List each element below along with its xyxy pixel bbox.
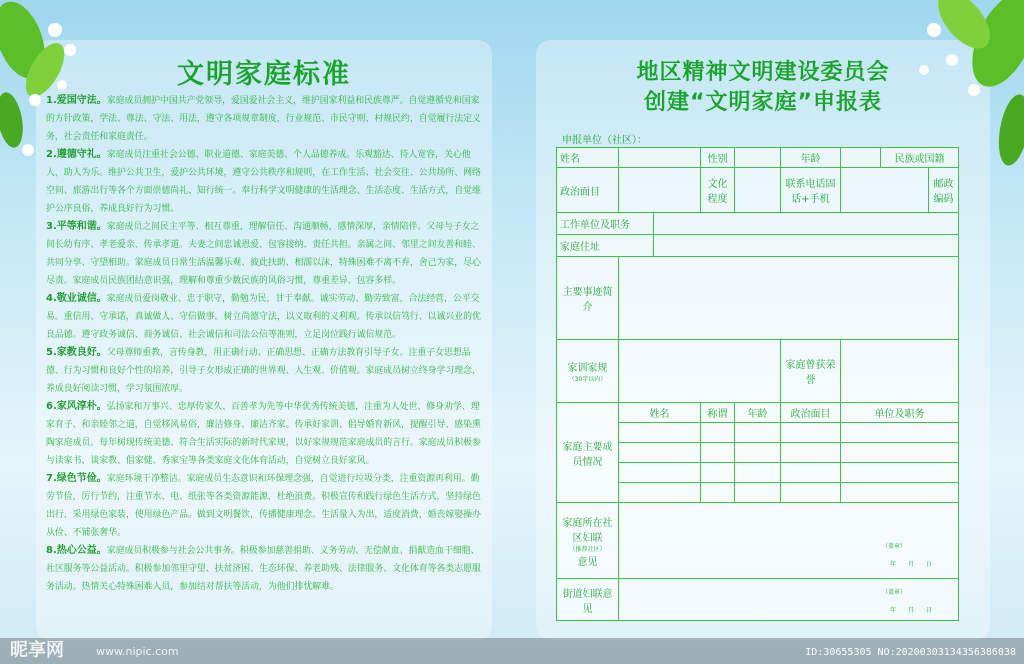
member-age-cell[interactable] [735, 423, 781, 443]
member-relation-cell[interactable] [701, 423, 735, 443]
standard-text: 家庭成员拥护中国共产党领导，爱国爱社会主义，维护国家利益和民族尊严。自觉遵循党和国家的方针政策，学法、尊法、守法、用法，遵守各项规章制度，行业规范、市民守则、村规民约，自觉履行法定义务，社会责任和家庭责任。 [46, 96, 481, 142]
standard-item [46, 290, 486, 344]
political-label: 政治面目 [557, 168, 619, 213]
form-title [536, 58, 990, 118]
form-title-line1: 地区精神文明建设委员会 [636, 60, 890, 85]
workplace-field[interactable] [654, 213, 959, 235]
community-seal: （盖章） [881, 543, 906, 550]
members-header-political: 政治面目 [781, 403, 841, 423]
culture-field[interactable] [735, 168, 781, 213]
standard-text: 家庭成员注重社会公德、职业道德、家庭美德、个人品德养成。乐观豁达、待人宽容，关心他人，助人为乐。维护公共卫生，爱护公共环境，遵守公共秩序和规则，在工作生活、社会交往、公共场所、网络空间、旅游出行等各个方面崇德尚礼、知行统一。奉行科学文明健康的生活理念、生活态度、生活方式，自觉维护公序良俗，养成良好行为习惯。 [46, 150, 481, 214]
political-field[interactable] [619, 168, 701, 213]
members-header-workplace: 单位及职务 [841, 403, 959, 423]
member-workplace-cell[interactable] [841, 443, 959, 463]
standard-text: 家庭成员积极参与社会公共事务。积极参加慈善捐助、义务劳动、无偿献血、捐献造血干细胞、社区服务等公益活动。积极参加邻里守望、扶贫济困、生态环保、养老助残、法律服务、文化体育等各类志愿服务活动。热情关心特殊困难人员，参加结对帮扶等活动，为他们排忧解难。 [46, 546, 481, 592]
member-relation-cell[interactable] [701, 443, 735, 463]
gender-label: 性别 [701, 148, 735, 168]
address-label: 家庭住址 [557, 235, 654, 257]
community-note: （推荐社区） [569, 545, 606, 553]
honors-field[interactable] [841, 340, 959, 403]
standard-item [46, 146, 486, 218]
age-field[interactable] [841, 148, 881, 168]
standard-heading: 3.平等和谐。 [46, 221, 107, 232]
community-label [557, 503, 619, 579]
standard-heading: 1.爱国守法。 [46, 95, 107, 106]
workplace-label: 工作单位及职务 [557, 213, 654, 235]
watermark-id: ID:30655305 NO:20200303134356386038 [805, 647, 1016, 658]
member-political-cell[interactable] [781, 483, 841, 503]
standard-text: 家庭环境干净整洁。家庭成员生态意识和环保理念强，自觉进行垃圾分类，注重资源再利用。勤劳节俭，厉行节约，注重节水、电、纸张等各类资源能源，杜绝浪费。积极宣传和践行绿色生活方式，坚持绿色出行，采用绿色家装，使用绿色产品。做到文明餐饮，传播健康理念。生活量入为出，适度消费，婚丧嫁娶操办从俭、不铺张奢华。 [46, 474, 481, 538]
standard-item [46, 470, 486, 542]
address-field[interactable] [654, 235, 959, 257]
motto-note: （30字以内） [568, 376, 607, 383]
member-age-cell[interactable] [735, 463, 781, 483]
members-label: 家庭主要成员情况 [557, 403, 619, 503]
standard-text: 弘扬家和万事兴、忠厚传家久、百善孝为先等中华优秀传统美德，注重为人处世、修身劝学、理家育子、和亲睦邻之道，自觉移风易俗，廉洁修身、廉洁齐家。传承好家训、倡导婚育新风，提醒引导、感染熏陶家庭成员。每年树现传统美德、符合生活实际的新时代家规，以好家规规范家庭成员的言行。家庭成员积极参与读家书、谈家教、倡家健、秀家宝等各类家庭文化体育活动，自觉树立良好家风。 [46, 402, 481, 466]
members-header-age: 年龄 [735, 403, 781, 423]
street-date: 年 月 日 [889, 607, 932, 614]
standard-text: 家庭成员爱岗敬业、忠于职守，勤勉为民，甘于奉献。诚实劳动、勤劳致富，合法经营，公平交易。重信用、守承诺，真诚做人、守信做事。树立尚德守法，以义取利的义利观。传承以信笃行、以诚兴业的优良品德。遵守政务诚信、商务诚信、社会诚信和司法公信等准则，立足岗位践行诚信规范。 [46, 294, 481, 340]
street-seal: （盖章） [881, 589, 906, 596]
member-name-cell[interactable] [619, 443, 701, 463]
application-form [556, 147, 959, 621]
watermark-bar [0, 638, 1024, 664]
standard-item [46, 542, 486, 596]
form-title-line2: 创建“文明家庭”申报表 [644, 90, 882, 115]
contact-field[interactable] [841, 168, 929, 213]
motto-label-text: 家训家规 [567, 363, 608, 374]
member-name-cell[interactable] [619, 423, 701, 443]
ethnicity-label: 民族或国籍 [881, 148, 959, 168]
community-date: 年 月 日 [889, 561, 932, 568]
name-label: 姓名 [557, 148, 619, 168]
community-label-suffix: 意见 [577, 556, 598, 568]
gender-field[interactable] [735, 148, 781, 168]
member-relation-cell[interactable] [701, 483, 735, 503]
member-workplace-cell[interactable] [841, 463, 959, 483]
standard-heading: 7.绿色节俭。 [46, 473, 107, 484]
standard-heading: 8.热心公益。 [46, 545, 107, 556]
member-name-cell[interactable] [619, 463, 701, 483]
member-relation-cell[interactable] [701, 463, 735, 483]
motto-label [557, 340, 619, 403]
member-political-cell[interactable] [781, 423, 841, 443]
name-field[interactable] [619, 148, 701, 168]
standard-item [46, 398, 486, 470]
member-age-cell[interactable] [735, 483, 781, 503]
standard-heading: 6.家风淳朴。 [46, 401, 107, 412]
standards-title: 文明家庭标准 [177, 59, 351, 90]
member-political-cell[interactable] [781, 443, 841, 463]
postal-label: 邮政编码 [929, 168, 959, 213]
members-header-relation: 称谓 [701, 403, 735, 423]
members-header-name: 姓名 [619, 403, 701, 423]
standard-text: 家庭成员之间民主平等、相互尊重，理解信任、沟通顺畅，感情深厚，亲情陪伴。父母与子女之间长幼有序、孝老爱亲、传承孝道。夫妻之间忠诚恩爱、包容接纳、责任共担。亲属之间、邻里之间友善和睦、共同分享、守望相助。家庭成员日常生活温馨乐观、彼此扶助、相濡以沫，特殊困难不离不弃，舍己为家，尽心尽责。家庭成员民族团结意识强，理解和尊重少数民族的风俗习惯，尊重差异、包容多样。 [46, 222, 481, 286]
member-age-cell[interactable] [735, 443, 781, 463]
standard-heading: 2.遵德守礼。 [46, 149, 107, 160]
watermark-url: www.nipic.com [96, 645, 179, 658]
member-workplace-cell[interactable] [841, 483, 959, 503]
contact-label: 联系电话固话+手机 [781, 168, 841, 213]
deeds-field[interactable] [619, 257, 959, 340]
honors-label: 家庭曾获荣誉 [781, 340, 841, 403]
street-label: 街道妇联意见 [557, 579, 619, 621]
member-workplace-cell[interactable] [841, 423, 959, 443]
standard-item [46, 218, 486, 290]
community-label-text: 家庭所在社区妇联 [562, 517, 613, 544]
standard-item [46, 344, 486, 398]
standard-item [46, 92, 486, 146]
culture-label: 文化程度 [701, 168, 735, 213]
standard-heading: 4.敬业诚信。 [46, 293, 107, 304]
member-political-cell[interactable] [781, 463, 841, 483]
watermark-logo: 昵享网 [10, 640, 64, 661]
member-name-cell[interactable] [619, 483, 701, 503]
age-label: 年龄 [781, 148, 841, 168]
standards-list [46, 92, 486, 596]
applicant-unit-label: 申报单位（社区）： [562, 135, 647, 146]
motto-field[interactable] [619, 340, 781, 403]
standard-heading: 5.家教良好。 [46, 347, 107, 358]
standard-text: 父母尊师重教，言传身教，用正确行动、正确思想、正确方法教育引导子女。注重子女思想品德、行为习惯和良好个性的培养，引导子女形成正确的世界观、人生观、价值观。家庭成员树立终身学习理念，养成良好阅读习惯，学习氛围浓厚。 [46, 348, 481, 394]
community-opinion-field[interactable] [619, 503, 959, 579]
street-opinion-field[interactable] [619, 579, 959, 621]
deeds-label: 主要事迹简介 [557, 257, 619, 340]
